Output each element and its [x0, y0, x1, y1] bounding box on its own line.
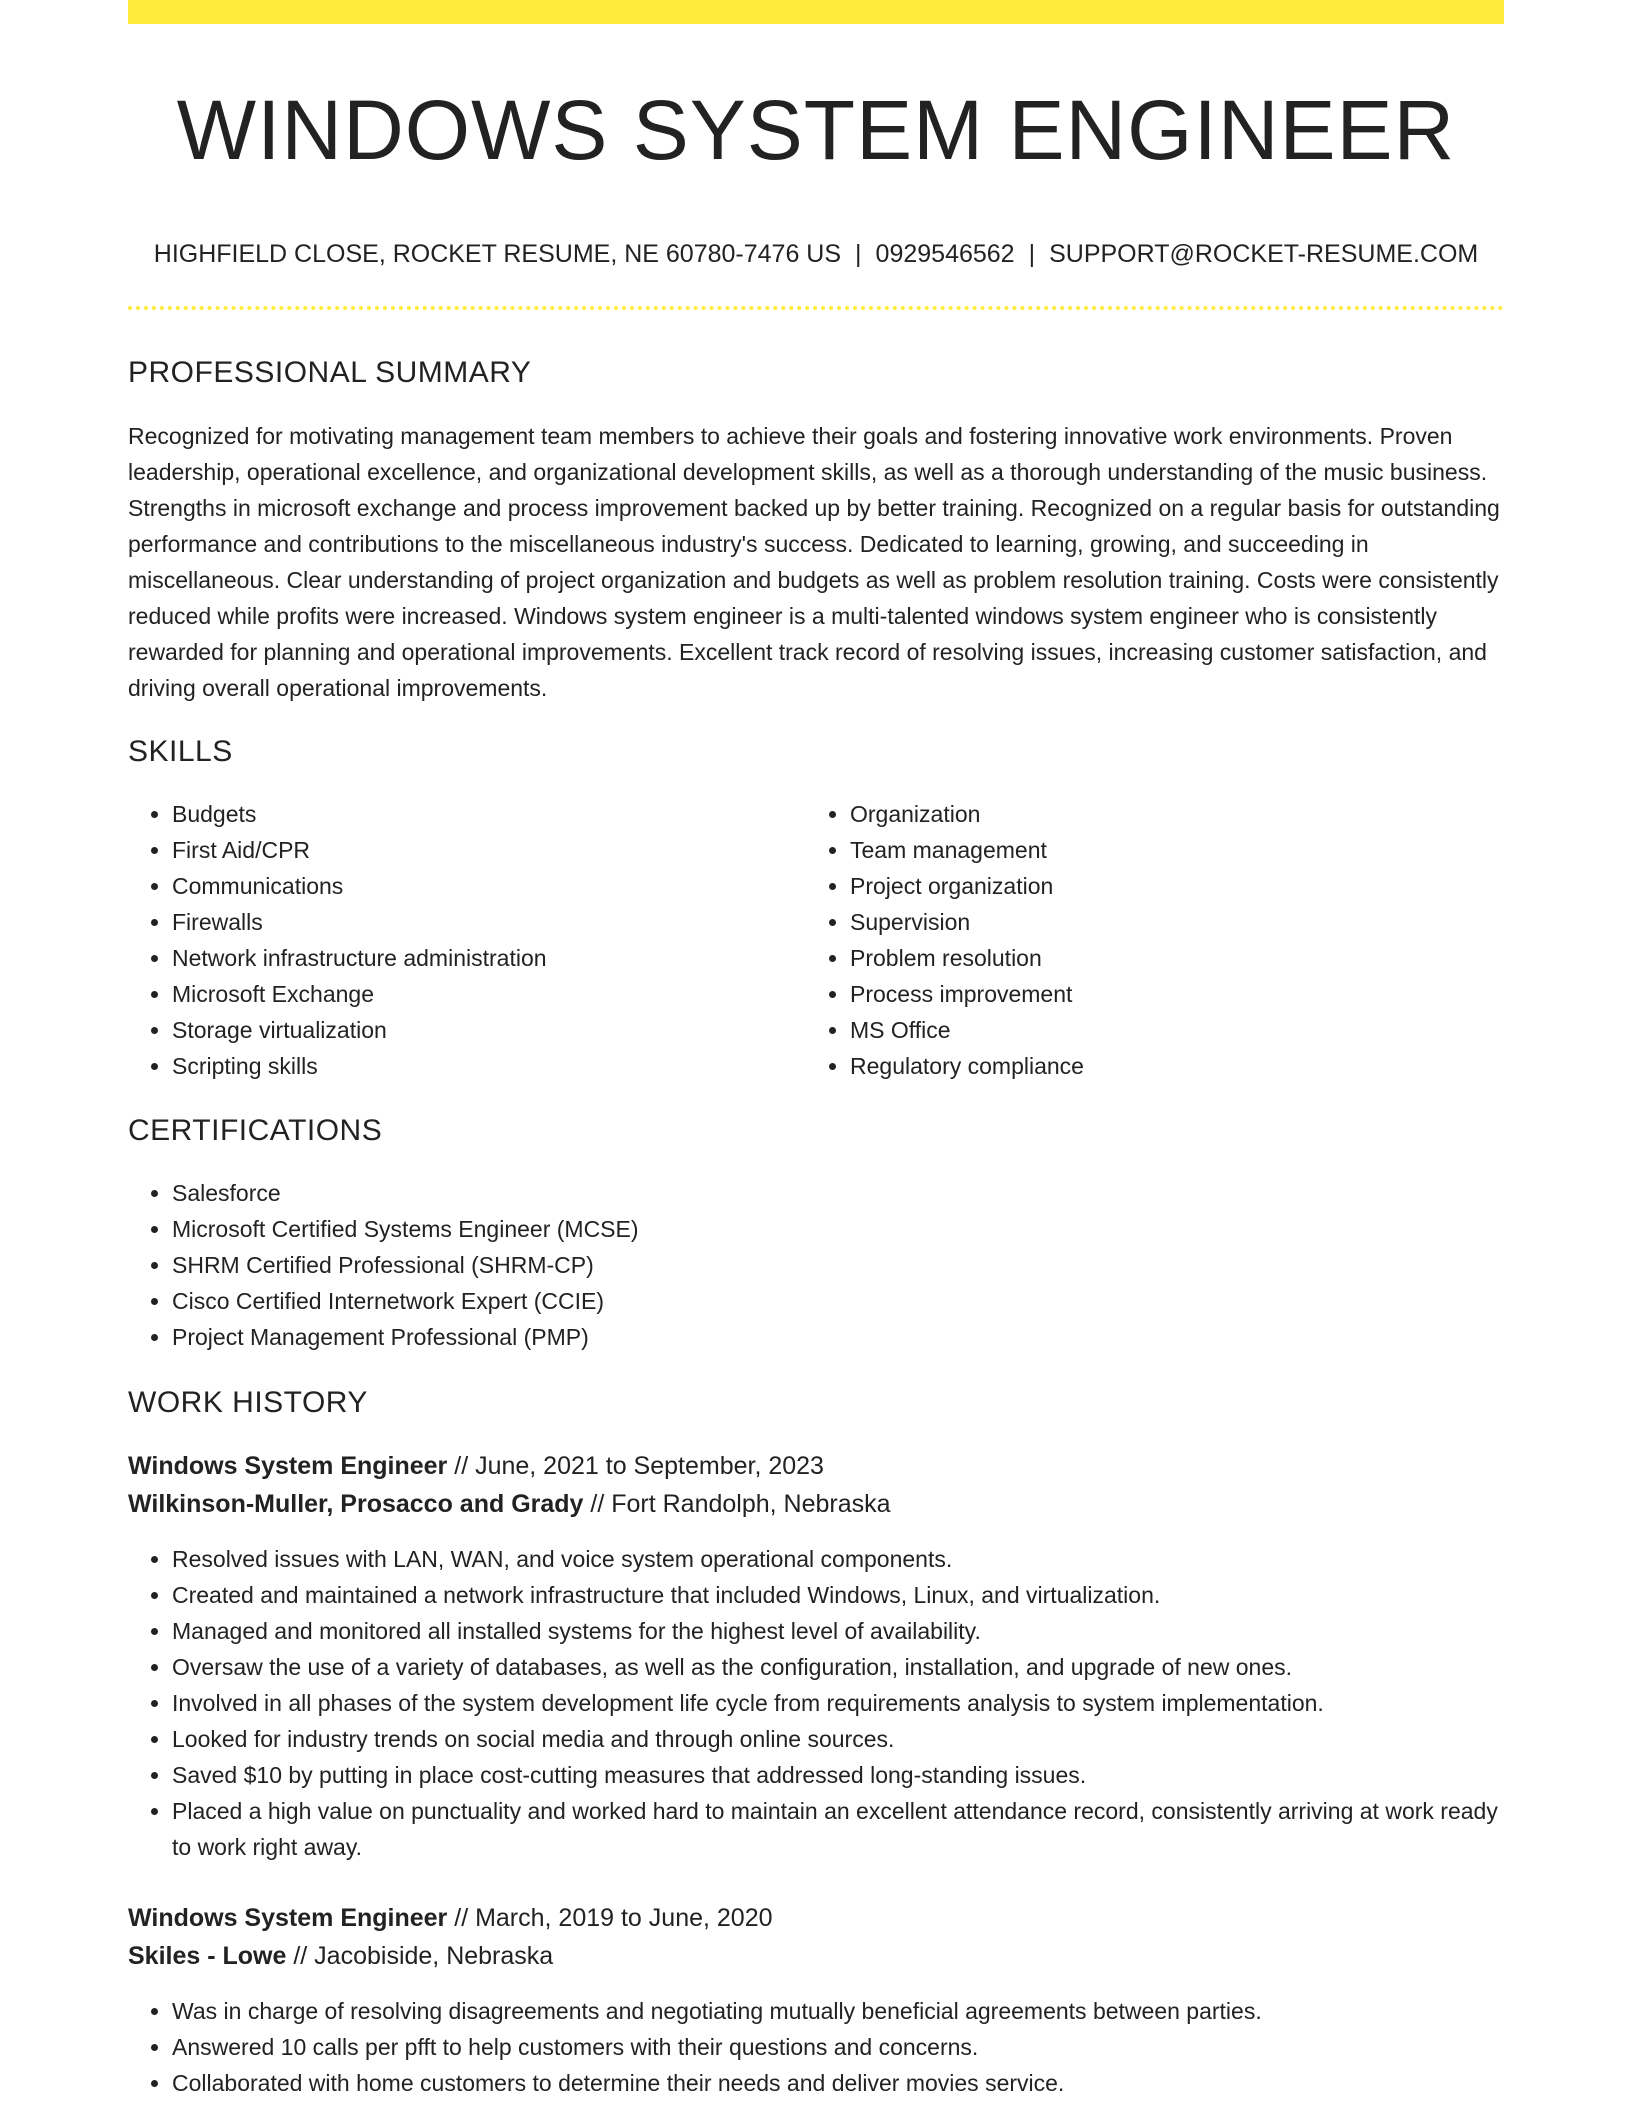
- certification-item: • Salesforce: [172, 1175, 1504, 1211]
- resume-name: WINDOWS SYSTEM ENGINEER: [176, 83, 1456, 177]
- contact-line: [128, 236, 1504, 272]
- job-location: // Fort Randolph, Nebraska: [583, 1490, 891, 1518]
- duty-item: • Involved in all phases of the system development life cycle from requirements analysis to system implementation.: [172, 1685, 1504, 1721]
- job-title-line: [128, 1447, 824, 1485]
- certification-item: • Microsoft Certified Systems Engineer (MCSE): [172, 1211, 1504, 1247]
- skills-column-left: [128, 796, 806, 1084]
- skills-column-right: [806, 796, 1484, 1084]
- duty-item: • Managed and monitored all installed systems for the highest level of availability.: [172, 1613, 1504, 1649]
- job-location: // Jacobiside, Nebraska: [286, 1942, 554, 1970]
- skill-item: • Organization: [850, 796, 1484, 832]
- skills-list: [128, 796, 1504, 1084]
- job-title-line: [128, 1899, 773, 1937]
- skill-item: • Budgets: [172, 796, 806, 832]
- duty-item: • Oversaw the use of a variety of databases, as well as the configuration, installation, and upgrade of new ones.: [172, 1649, 1504, 1685]
- skills-left-list: [128, 796, 806, 1084]
- job-duties-list: [128, 1541, 1504, 1865]
- skill-item: • Regulatory compliance: [850, 1048, 1484, 1084]
- duty-item: • Was in charge of resolving disagreements and negotiating mutually beneficial agreements between parties.: [172, 1993, 1504, 2029]
- duty-item: • Placed a high value on punctuality and worked hard to maintain an excellent attendance record, consistently arriving at work ready to work right away.: [172, 1793, 1504, 1865]
- duty-item: • Answered 10 calls per pfft to help customers with their questions and concerns.: [172, 2029, 1504, 2065]
- contact-phone: 0929546562: [875, 240, 1015, 268]
- duty-item: • Looked for industry trends on social media and through online sources.: [172, 1721, 1504, 1757]
- skill-item: • Scripting skills: [172, 1048, 806, 1084]
- contact-address: HIGHFIELD CLOSE, ROCKET RESUME, NE 60780-7476 US: [153, 240, 842, 268]
- job-duties: [128, 1993, 1504, 2101]
- certifications-items: [128, 1175, 1504, 1355]
- job-role: Windows System Engineer: [128, 1452, 448, 1480]
- skill-item: • Microsoft Exchange: [172, 976, 806, 1012]
- skill-item: • Network infrastructure administration: [172, 940, 806, 976]
- skill-item: • Process improvement: [850, 976, 1484, 1012]
- skill-item: • Team management: [850, 832, 1484, 868]
- job-company: Wilkinson-Muller, Prosacco and Grady: [128, 1490, 584, 1518]
- top-accent-bar: [128, 0, 1504, 24]
- job-dates: // June, 2021 to September, 2023: [447, 1452, 824, 1480]
- contact-separator: |: [1028, 240, 1036, 268]
- job-dates: // March, 2019 to June, 2020: [447, 1904, 773, 1932]
- summary-heading: PROFESSIONAL SUMMARY: [128, 356, 532, 389]
- certification-item: • Project Management Professional (PMP): [172, 1319, 1504, 1355]
- skill-item: • Firewalls: [172, 904, 806, 940]
- skills-heading: SKILLS: [128, 735, 233, 768]
- skill-item: • Project organization: [850, 868, 1484, 904]
- skills-right-list: [806, 796, 1484, 1084]
- skill-item: • Communications: [172, 868, 806, 904]
- certification-item: • Cisco Certified Internetwork Expert (CCIE): [172, 1283, 1504, 1319]
- duty-item: • Resolved issues with LAN, WAN, and voice system operational components.: [172, 1541, 1504, 1577]
- certification-item: • SHRM Certified Professional (SHRM-CP): [172, 1247, 1504, 1283]
- duty-item: • Saved $10 by putting in place cost-cutting measures that addressed long-standing issues.: [172, 1757, 1504, 1793]
- skill-item: • Storage virtualization: [172, 1012, 806, 1048]
- contact-separator: |: [855, 240, 862, 268]
- job-role: Windows System Engineer: [128, 1904, 448, 1932]
- work-history-heading: WORK HISTORY: [128, 1386, 368, 1419]
- job-company: Skiles - Lowe: [128, 1942, 287, 1970]
- duty-item: • Collaborated with home customers to determine their needs and deliver movies service.: [172, 2065, 1504, 2101]
- job-company-line: [128, 1485, 891, 1523]
- certifications-heading: CERTIFICATIONS: [128, 1114, 383, 1147]
- skill-item: • First Aid/CPR: [172, 832, 806, 868]
- certifications-list: [128, 1175, 1504, 1355]
- skill-item: • MS Office: [850, 1012, 1484, 1048]
- job-company-line: [128, 1937, 553, 1975]
- header-divider: [128, 306, 1504, 310]
- skill-item: • Supervision: [850, 904, 1484, 940]
- job-duties-list: [128, 1993, 1504, 2101]
- duty-item: • Created and maintained a network infrastructure that included Windows, Linux, and virtualization.: [172, 1577, 1504, 1613]
- summary-text: Recognized for motivating management team members to achieve their goals and fostering innovative work environments. Proven leadership, operational excellence, and organizational development skills, as well as a thorough understanding of the music business. Strengths in microsoft exchange and process improvement backed up by better training. Recognized on a regular basis for outstanding performance and contributions to the miscellaneous industry's success. Dedicated to learning, growing, and succeeding in miscellaneous. Clear understanding of project organization and budgets as well as problem resolution training. Costs were consistently reduced while profits were increased. Windows system engineer is a multi-talented windows system engineer who is consistently rewarded for planning and operational improvements. Excellent track record of resolving issues, increasing customer satisfaction, and driving overall operational improvements.: [128, 423, 1500, 701]
- job-duties: [128, 1541, 1504, 1865]
- skill-item: • Problem resolution: [850, 940, 1484, 976]
- contact-email: SUPPORT@ROCKET-RESUME.COM: [1049, 240, 1479, 268]
